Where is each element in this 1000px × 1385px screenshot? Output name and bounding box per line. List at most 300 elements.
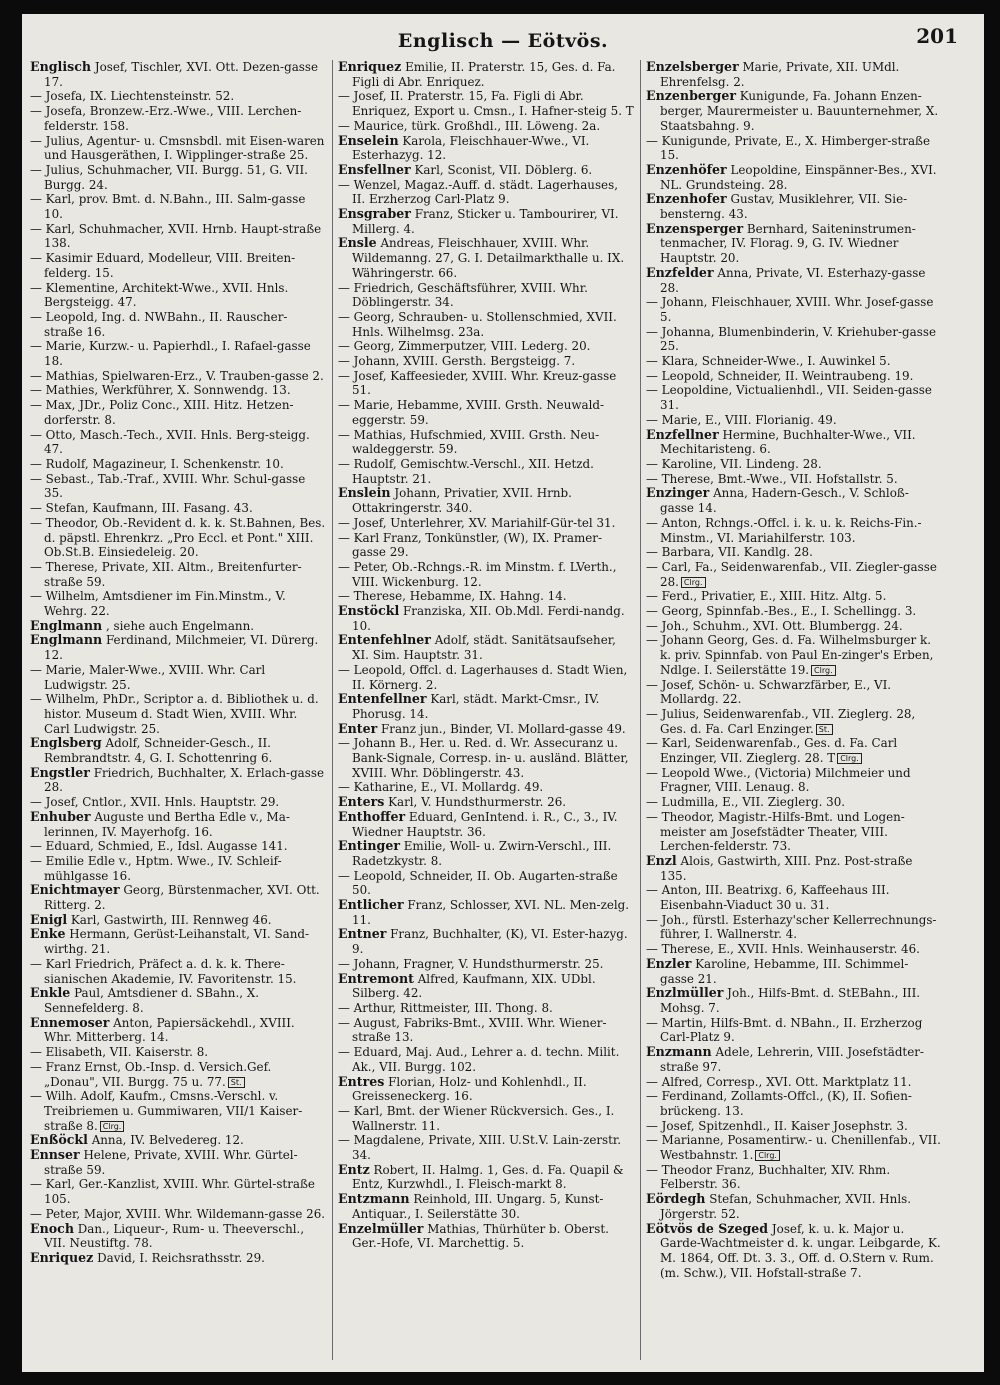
directory-entry [338,354,634,369]
entry-text: — Georg, Zimmerputzer, VIII. Lederg. 20. [338,339,591,354]
entry-surname: Enzenhofer [646,191,727,207]
directory-entry [30,589,326,618]
directory-entry [646,766,942,795]
entry-surname: Enigl [30,911,68,927]
entry-surname: Enselein [338,132,399,148]
entry-text: — Karl, Bmt. der Wiener Rückversich. Ges., I. Wallnerstr. 11. [338,1103,615,1133]
entry-surname: Enkle [30,985,71,1001]
directory-entry [30,839,326,854]
entry-text: — Peter, Major, XVIII. Whr. Wildemann-gasse 26. [30,1206,326,1221]
entry-surname: Enters [338,794,385,810]
entry-surname: Enzler [646,955,692,971]
entry-text: — Emilie Edle v., Hptm. Wwe., IV. Schleif-mühlgasse 16. [30,853,282,883]
directory-entry [30,222,326,251]
page-number: 201 [916,24,958,48]
entry-text: — Wilhelm, PhDr., Scriptor a. d. Bibliothek u. d. histor. Museum d. Stadt Wien, XVIII. Whr. Carl Ludwigstr. 25. [30,692,319,736]
directory-entry [646,266,942,295]
entry-text: — Mathias, Hufschmied, XVIII. Grsth. Neu-waldeggerstr. 59. [338,427,600,457]
entry-surname: Ennser [30,1147,80,1163]
directory-entry [338,1016,634,1045]
directory-entry [646,486,942,515]
entry-text: — Leopold, Offcl. d. Lagerhauses d. Stadt Wien, II. Körnerg. 2. [338,662,628,692]
directory-entry [646,619,942,634]
directory-entry [338,722,634,737]
directory-entry [646,1192,942,1221]
directory-entry [30,1222,326,1251]
entry-text: — Therese, Hebamme, IX. Hahng. 14. [338,589,567,604]
entry-surname: Enzfelder [646,264,714,280]
entry-text: Anton, Papiersäckehdl., XVIII. Whr. Mitterberg. 14. [44,1015,295,1045]
directory-entry [646,678,942,707]
entry-surname: Enoch [30,1220,74,1236]
directory-entry [338,927,634,956]
directory-entry [338,898,634,927]
entry-text: — Karl, Schuhmacher, XVII. Hrnb. Haupt-straße 138. [30,221,322,251]
page-header [22,24,984,54]
directory-entry [30,633,326,662]
directory-entry [30,383,326,398]
entry-text: — Therese, Bmt.-Wwe., VII. Hofstallstr. 5. [646,471,898,486]
entry-text: — Therese, Private, XII. Altm., Breitenfurter-straße 59. [30,559,302,589]
entry-text: — Sebast., Tab.-Traf., XVIII. Whr. Schul-gasse 35. [30,471,306,501]
directory-entry [646,134,942,163]
directory-entry [30,1089,326,1133]
entry-surname: Entinger [338,838,400,854]
entry-text: Paul, Amtsdiener d. SBahn., X. Sennefelderg. 8. [44,986,260,1015]
entry-text: — Josefa, IX. Liechtensteinstr. 52. [30,89,235,104]
entry-text: — Joh., Schuhm., XVI. Ott. Blumbergg. 24. [646,618,903,633]
entry-surname: Engstler [30,764,90,780]
entry-text: — Karl Friedrich, Präfect a. d. k. k. There-sianischen Akademie, IV. Favoritenstr. 15. [30,956,297,986]
entry-surname: Entenfehlner [338,632,431,648]
column-3 [646,60,942,1360]
entry-text: — Wilhelm, Amtsdiener im Fin.Minstm., V. Wehrg. 22. [30,589,286,619]
entry-text: — Leopold, Schneider, II. Weintraubeng. 19. [646,368,914,383]
entry-text: Karl, Gastwirth, III. Rennweg 46. [70,912,272,927]
directory-entry [646,516,942,545]
entry-text: — Marie, Kurzw.- u. Papierhdl., I. Rafael-gasse 18. [30,339,311,369]
directory-entry [646,1163,942,1192]
entry-text: — Stefan, Kaufmann, III. Fasang. 43. [30,501,253,516]
directory-entry [338,736,634,780]
entry-text: — Theodor, Ob.-Revident d. k. k. St.Bahnen, Bes. d. päpstl. Ehrenkrz. „Pro Eccl. et Pont." XIII. Ob.St.B. Einsiedeleig. 20. [30,515,326,560]
directory-entry [30,1045,326,1060]
entry-text: — Marianne, Posamentirw.- u. Chenillenfab., VII. Westbahnstr. 1. [646,1133,941,1163]
entry-text: — Johann, Fragner, V. Hundsthurmerstr. 25. [338,956,604,971]
directory-entry [646,560,942,589]
entry-surname: Enslein [338,485,391,501]
entry-surname: Eötvös de Szeged [646,1220,769,1236]
directory-entry [338,810,634,839]
entry-text: — Friedrich, Geschäftsführer, XVIII. Whr. Döblingerstr. 34. [338,280,588,310]
directory-entry [338,178,634,207]
entry-text: — Josef, Unterlehrer, XV. Mariahilf-Gür-tel 31. [338,515,616,530]
directory-entry [646,913,942,942]
running-head: Englisch — Eötvös. [397,30,609,52]
entry-text: Adolf, städt. Sanitätsaufseher, XI. Sim. Hauptstr. 31. [352,633,616,663]
entry-text: Kunigunde, Fa. Johann Enzen-berger, Maurermeister u. Bauunternehmer, X. Staatsbahng. 9. [660,89,939,133]
entry-text: — Josef, Cntlor., XVII. Hnls. Hauptstr. 29. [30,795,280,810]
entry-surname: Enzl [646,852,677,868]
directory-entry [338,531,634,560]
directory-entry [30,692,326,736]
directory-entry [338,663,634,692]
directory-entry [338,1222,634,1251]
entry-tag-badge: Clrg. [811,665,836,676]
directory-entry [646,89,942,133]
directory-entry [30,1251,326,1266]
entry-text: Karl, städt. Markt-Cmsr., IV. Phorusg. 14. [352,692,600,721]
directory-entry [338,163,634,178]
directory-entry [30,986,326,1015]
entry-text: — Otto, Masch.-Tech., XVII. Hnls. Berg-steigg. 47. [30,427,310,457]
directory-entry [30,1060,326,1089]
entry-text: — Maurice, türk. Großhdl., III. Löweng. 2a. [338,118,601,133]
entry-text: — Magdalene, Private, XIII. U.St.V. Lain-zerstr. 34. [338,1133,622,1163]
entry-text: Anna, Private, VI. Esterhazy-gasse 28. [660,265,926,295]
directory-entry [30,1133,326,1148]
entry-text: — Julius, Seidenwarenfab., VII. Zieglerg. 28, Ges. d. Fa. Carl Enzinger. [646,706,916,736]
entry-text: — Wenzel, Magaz.-Auff. d. städt. Lagerhauses, II. Erzherzog Carl-Platz 9. [338,177,618,207]
entry-text: — Klara, Schneider-Wwe., I. Auwinkel 5. [646,354,891,369]
entry-text: Anna, IV. Belvedereg. 12. [91,1133,244,1148]
entry-text: — Johann Georg, Ges. d. Fa. Wilhelmsburger k. k. priv. Spinnfab. von Paul En-zinger's Erben, Ndlge. I. Seilerstätte 19. [646,633,934,677]
column-divider [332,60,333,1360]
entry-text: — Karl Franz, Tonkünstler, (W), IX. Pramer-gasse 29. [338,530,602,560]
entry-text: — Carl, Fa., Seidenwarenfab., VII. Ziegler-gasse 28. [646,559,937,589]
entry-text: Hermine, Buchhalter-Wwe., VII. Mechitaristeng. 6. [660,427,916,457]
entry-surname: Englmann [30,632,103,648]
entry-text: — Josef, Schön- u. Schwarzfärber, E., VI. Mollardg. 22. [646,677,892,707]
entry-text: — Theodor Franz, Buchhalter, XIV. Rhm. Felberstr. 36. [646,1162,891,1192]
entry-surname: Enzlmüller [646,985,724,1001]
directory-entry [646,633,942,677]
entry-surname: Enriquez [30,1249,94,1265]
directory-entry [646,1119,942,1134]
directory-entry [646,1089,942,1118]
entry-text: — Eduard, Maj. Aud., Lehrer a. d. techn. Milit. Ak., VII. Burgg. 102. [338,1045,620,1074]
entry-text: — Arthur, Rittmeister, III. Thong. 8. [338,1001,553,1015]
entry-text: — Karoline, VII. Lindeng. 28. [646,456,822,471]
entry-text: — Martin, Hilfs-Bmt. d. NBahn., II. Erzherzog Carl-Platz 9. [646,1015,923,1045]
entry-surname: Enzensperger [646,220,744,236]
entry-text: Reinhold, III. Ungarg. 5, Kunst-Antiquar., I. Seilerstätte 30. [352,1192,604,1221]
entry-text: Bernhard, Saiteninstrumen-tenmacher, IV. Florag. 9, G. IV. Wiedner Hauptstr. 20. [660,221,916,266]
directory-entry [338,89,634,118]
entry-text: Auguste und Bertha Edle v., Ma-lerinnen, IV. Mayerhofg. 16. [44,809,290,839]
entry-surname: Enter [338,720,378,736]
directory-entry [338,1075,634,1104]
entry-text: — Leopold, Schneider, II. Ob. Augarten-straße 50. [338,868,618,898]
directory-entry [338,972,634,1001]
directory-entry [30,251,326,280]
entry-surname: Englisch [30,60,92,74]
entry-text: Ferdinand, Milchmeier, VI. Dürerg. 12. [44,633,319,663]
entry-text: — Kunigunde, Private, E., X. Himberger-straße 15. [646,133,931,163]
entry-text: Franz, Schlosser, XVI. NL. Men-zelg. 11. [352,898,630,927]
directory-entry [338,428,634,457]
directory-entry [338,398,634,427]
entry-text: — Therese, E., XVII. Hnls. Weinhauserstr. 46. [646,942,920,957]
directory-entry [30,766,326,795]
directory-entry [338,1045,634,1074]
entry-text: — Peter, Ob.-Rchngs.-R. im Minstm. f. LVerth., VIII. Wickenburg. 12. [338,559,617,589]
entry-text: Johann, Privatier, XVII. Hrnb. Ottakringerstr. 340. [352,486,572,516]
directory-entry [646,383,942,412]
entry-text: — Anton, III. Beatrixg. 6, Kaffeehaus III. Eisenbahn-Viaduct 30 u. 31. [646,883,890,913]
directory-entry [30,1016,326,1045]
entry-text: Alois, Gastwirth, XIII. Pnz. Post-straße 135. [660,853,913,883]
directory-entry [646,736,942,765]
entry-text: Mathias, Thürhüter b. Oberst. Ger.-Hofe, VI. Marchettig. 5. [352,1221,609,1251]
directory-entry [338,1133,634,1162]
entry-text: Adele, Lehrerin, VIII. Josefstädter-straße 97. [660,1045,924,1074]
entry-text: — Ferdinand, Zollamts-Offcl., (K), II. Sofien-brückeng. 13. [646,1089,912,1118]
directory-entry [646,354,942,369]
entry-text: — Ferd., Privatier, E., XIII. Hitz. Altg. 5. [646,589,887,604]
entry-text: Andreas, Fleischhauer, XVIII. Whr. Wildemanng. 27, G. I. Detailmarkthalle u. IX. Währingerstr. 66. [352,236,625,280]
entry-tag-badge: Clrg. [100,1121,125,1132]
directory-entry [30,663,326,692]
entry-text: Anna, Hadern-Gesch., V. Schloß-gasse 14. [660,486,909,516]
directory-entry [30,163,326,192]
directory-entry [30,854,326,883]
directory-entry [338,310,634,339]
directory-entry [338,957,634,972]
directory-entry [646,1045,942,1074]
directory-entry [338,604,634,633]
entry-text: — Julius, Agentur- u. Cmsnsbdl. mit Eisen-waren und Hausgeräthen, I. Wipplinger-straße 25. [30,133,325,163]
entry-text: — Marie, Maler-Wwe., XVIII. Whr. Carl Ludwigstr. 25. [30,662,266,692]
entry-text: — Leopold, Ing. d. NWBahn., II. Rauscher-straße 16. [30,309,288,339]
entry-text: — Josef, Kaffeesieder, XVIII. Whr. Kreuz-gasse 51. [338,368,617,398]
directory-entry [338,1001,634,1016]
entry-text: Karl, Sconist, VII. Döblerg. 6. [414,162,593,177]
directory-entry [338,1192,634,1221]
directory-entry [30,60,326,89]
entry-text: — Elisabeth, VII. Kaiserstr. 8. [30,1045,209,1060]
entry-text: — Josef, Spitzenhdl., II. Kaiser Josephstr. 3. [646,1118,908,1133]
entry-tag-badge: Clrg. [755,1150,780,1161]
directory-page [22,14,984,1372]
entry-text: Karl, V. Hundsthurmerstr. 26. [388,795,567,810]
entry-surname: Enichtmayer [30,882,120,898]
entry-surname: Enriquez [338,60,402,74]
entry-text: David, I. Reichsrathsstr. 29. [97,1250,265,1265]
directory-entry [30,501,326,516]
directory-entry [338,795,634,810]
entry-text: — Klementine, Architekt-Wwe., XVII. Hnls. Bergsteigg. 47. [30,280,289,310]
entry-surname: Enzmann [646,1044,712,1060]
entry-surname: Entenfellner [338,691,427,707]
entry-text: Franz jun., Binder, VI. Mollard-gasse 49. [381,721,626,736]
directory-entry [646,413,942,428]
directory-entry [646,810,942,854]
directory-entry [30,1207,326,1222]
entry-text: — Karl, Ger.-Kanzlist, XVIII. Whr. Gürtel-straße 105. [30,1177,315,1207]
entry-text: — Georg, Schrauben- u. Stollenschmied, XVII. Hnls. Wilhelmsg. 23a. [338,309,617,339]
entry-text: Adolf, Schneider-Gesch., II. Rembrandtstr. 4, G. I. Schottenring 6. [44,736,273,766]
entry-text: — Eduard, Schmied, E., Idsl. Augasse 141. [30,839,288,854]
entry-tag-badge: St. [816,724,833,735]
directory-entry [338,134,634,163]
entry-text: Eduard, GenIntend. i. R., C., 3., IV. Wiedner Hauptstr. 36. [352,809,618,839]
entry-surname: Entremont [338,970,414,986]
entry-text: Franziska, XII. Ob.Mdl. Ferdi-nandg. 10. [352,604,625,633]
directory-entry [646,222,942,266]
entry-text: — Rudolf, Magazineur, I. Schenkenstr. 10. [30,456,284,471]
entry-text: Franz, Sticker u. Tambourirer, VI. Millerg. 4. [352,207,619,236]
entry-text: — Rudolf, Gemischtw.-Verschl., XII. Hetzd. Hauptstr. 21. [338,456,594,486]
entry-text: — Josefa, Bronzew.-Erz.-Wwe., VIII. Lerchen-felderstr. 158. [30,104,302,133]
directory-entry [646,428,942,457]
directory-entry [338,281,634,310]
entry-text: — Julius, Schuhmacher, VII. Burgg. 51, G. VII. Burgg. 24. [30,162,308,192]
directory-entry [30,104,326,133]
entry-surname: Enthoffer [338,808,406,824]
directory-entry [338,339,634,354]
entry-text: — Alfred, Corresp., XVI. Ott. Marktplatz 11. [646,1074,912,1089]
entry-surname: Entzmann [338,1191,410,1207]
directory-entry [30,339,326,368]
directory-entry [30,428,326,457]
entry-text: — Josef, II. Praterstr. 15, Fa. Figli di Abr. Enriquez, Export u. Cmsn., I. Hafner-steig 5. T [338,89,634,119]
directory-entry [338,839,634,868]
directory-entry [30,795,326,810]
directory-entry [646,545,942,560]
entry-surname: Englsberg [30,735,102,751]
entry-surname: Enhuber [30,808,91,824]
entry-surname: Entres [338,1073,385,1089]
entry-text: Emilie, II. Praterstr. 15, Ges. d. Fa. Figli di Abr. Enriquez. [352,60,616,89]
directory-entry [338,633,634,662]
directory-entry [30,192,326,221]
entry-surname: Entz [338,1161,370,1177]
directory-entry [646,60,942,89]
entry-text: — Mathies, Werkführer, X. Sonnwendg. 13. [30,383,291,398]
directory-entry [30,472,326,501]
directory-entry [30,369,326,384]
entry-tag-badge: Clrg. [837,753,862,764]
entry-text: — Kasimir Eduard, Modelleur, VIII. Breiten-felderg. 15. [30,251,296,280]
directory-entry [646,942,942,957]
entry-text: — Max, JDr., Poliz Conc., XIII. Hitz. Hetzen-dorferstr. 8. [30,398,294,427]
directory-entry [646,795,942,810]
directory-entry [338,236,634,280]
entry-text: Marie, Private, XII. UMdl. Ehrenfelsg. 2. [660,60,900,89]
entry-surname: Entlicher [338,897,404,913]
entry-text: — Johann, Fleischhauer, XVIII. Whr. Josef-gasse 5. [646,295,934,324]
directory-entry [338,780,634,795]
directory-entry [338,692,634,721]
directory-entry [646,957,942,986]
entry-text: Leopoldine, Einspänner-Bes., XVI. NL. Grundsteing. 28. [660,162,937,192]
directory-entry [646,1075,942,1090]
entry-text: — Johanna, Blumenbinderin, V. Kriehuber-gasse 25. [646,324,936,354]
directory-entry [338,60,634,89]
directory-entry [30,134,326,163]
directory-entry [646,1222,942,1281]
entry-surname: Enzenhöfer [646,161,727,177]
entry-surname: Ennemoser [30,1014,110,1030]
directory-entry [646,589,942,604]
entry-text: Friedrich, Buchhalter, X. Erlach-gasse 28. [44,765,325,795]
entry-text: Karoline, Hebamme, III. Schimmel-gasse 21. [660,956,909,986]
directory-entry [646,1133,942,1162]
entry-text: Gustav, Musiklehrer, VII. Sie-bensterng. 43. [660,192,908,222]
entry-text: , siehe auch Engelmann. [105,618,255,633]
entry-surname: Ensle [338,235,377,251]
entry-text: Stefan, Schuhmacher, XVII. Hnls. Jörgerstr. 52. [660,1192,912,1221]
entry-text: — Leopold Wwe., (Victoria) Milchmeier und Fragner, VIII. Lenaug. 8. [646,765,911,795]
column-2 [338,60,634,1360]
entry-text: — Barbara, VII. Kandlg. 28. [646,545,813,560]
entry-text: — August, Fabriks-Bmt., XVIII. Whr. Wiener-straße 13. [338,1015,607,1045]
entry-text: — Marie, E., VIII. Florianig. 49. [646,412,837,427]
directory-entry [338,1163,634,1192]
directory-entry [646,295,942,324]
entry-text: — Anton, Rchngs.-Offcl. i. k. u. k. Reichs-Fin.-Minstm., VI. Mariahilferstr. 103. [646,515,922,545]
directory-entry [646,192,942,221]
directory-entry [30,560,326,589]
directory-entry [30,398,326,427]
entry-surname: Ensfellner [338,161,411,177]
directory-entry [30,927,326,956]
entry-text: Dan., Liqueur-, Rum- u. Theeverschl., VII. Neustiftg. 78. [44,1221,305,1251]
entry-surname: Englmann [30,617,103,633]
entry-text: Emilie, Woll- u. Zwirn-Verschl., III. Radetzkystr. 8. [352,839,612,868]
entry-text: — Georg, Spinnfab.-Bes., E., I. Schellingg. 3. [646,604,917,619]
entry-text: Josef, k. u. k. Major u. Garde-Wachtmeister d. k. ungar. Leibgarde, K. M. 1864, Off. Dt. 3. 3., Off. d. O.Stern v. Rum. (m. Schw.), VII. Hofstall-straße 7. [660,1221,941,1280]
entry-surname: Eördegh [646,1191,706,1207]
directory-entry [646,325,942,354]
column-divider [640,60,641,1360]
entry-text: — Wilh. Adolf, Kaufm., Cmsns.-Verschl. v. Treibriemen u. Gummiwaren, VII/1 Kaiser-straße 8. [30,1089,303,1133]
directory-entry [646,472,942,487]
entry-text: — Johann B., Her. u. Red. d. Wr. Assecuranz u. Bank-Signale, Corresp. in- u. ausländ. Blätter, XVIII. Whr. Döblingerstr. 43. [338,736,629,780]
directory-entry [338,486,634,515]
entry-text: — Marie, Hebamme, XVIII. Grsth. Neuwald-eggerstr. 59. [338,398,605,427]
directory-entry [646,457,942,472]
directory-entry [338,1104,634,1133]
entry-surname: Ensgraber [338,206,411,222]
entry-text: Hermann, Gerüst-Leihanstalt, VI. Sand-wirthg. 21. [44,927,310,957]
entry-text: Georg, Bürstenmacher, XVI. Ott. Ritterg. 2. [44,883,320,913]
directory-entry [646,369,942,384]
directory-entry [338,560,634,589]
entry-text: — Katharine, E., VI. Mollardg. 49. [338,780,544,795]
directory-entry [30,310,326,339]
entry-surname: Enzenberger [646,88,736,104]
entry-text: — Franz Ernst, Ob.-Insp. d. Versich.Gef. „Donau", VII. Burgg. 75 u. 77. [30,1059,272,1089]
entry-text: Joh., Hilfs-Bmt. d. StEBahn., III. Mohsg. 7. [660,986,921,1015]
directory-entry [30,89,326,104]
entry-text: Alfred, Kaufmann, XIX. UDbl. Silberg. 42. [352,971,596,1001]
directory-entry [338,369,634,398]
entry-text: — Joh., fürstl. Esterhazy'scher Kellerrechnungs-führer, I. Wallnerstr. 4. [646,912,937,942]
entry-surname: Enzfellner [646,426,719,442]
directory-entry [646,604,942,619]
directory-entry [338,207,634,236]
directory-entry [30,281,326,310]
directory-entry [30,883,326,912]
directory-entry [30,457,326,472]
entry-surname: Enzelmüller [338,1220,424,1236]
entry-text: — Karl, Seidenwarenfab., Ges. d. Fa. Carl Enzinger, VII. Zieglerg. 28. T [646,736,898,766]
directory-entry [646,163,942,192]
directory-entry [338,457,634,486]
entry-surname: Enzelsberger [646,60,739,74]
